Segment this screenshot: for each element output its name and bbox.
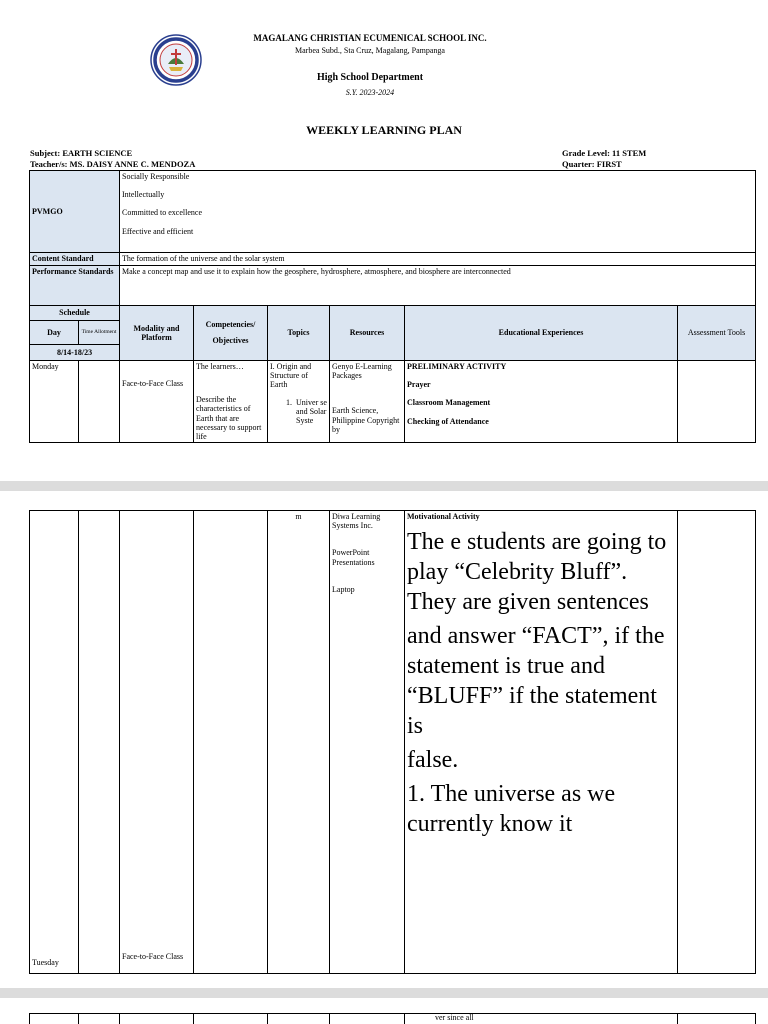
topic-item: 1. Univer se and Solar Syste bbox=[294, 398, 327, 426]
time-allotment-header: Time Allotment bbox=[79, 321, 120, 345]
content-standard-label: Content Standard bbox=[30, 253, 120, 266]
schedule-header: Schedule bbox=[30, 306, 120, 321]
document-page-3 bbox=[0, 998, 768, 1024]
tuesday-competency bbox=[194, 511, 268, 974]
tuesday-day: Tuesday bbox=[30, 511, 79, 974]
tuesday-row bbox=[30, 511, 756, 974]
weekly-plan-table-continued bbox=[29, 510, 756, 974]
resource-item: Earth Science, Philippine Copyright by bbox=[332, 406, 400, 434]
page3-cell bbox=[268, 1014, 330, 1024]
competency-intro: The learners… bbox=[196, 362, 244, 371]
activity-paragraph: and answer “FACT”, if the statement is true and “BLUFF” if the statement is bbox=[407, 623, 665, 740]
activity-heading: Motivational Activity bbox=[407, 512, 480, 521]
topic-continued: m bbox=[268, 511, 330, 974]
experiences-continued bbox=[405, 511, 678, 974]
experience-item: Prayer bbox=[407, 380, 431, 390]
monday-assessment bbox=[678, 361, 756, 443]
page3-cell bbox=[79, 1014, 120, 1024]
performance-standards-row bbox=[30, 266, 756, 306]
modality-header: Modality and Platform bbox=[120, 306, 194, 361]
assessment-continued bbox=[678, 511, 756, 974]
teacher-line: Teacher/s: MS. DAISY ANNE C. MENDOZA bbox=[30, 159, 196, 169]
quarter-line: Quarter: FIRST bbox=[562, 159, 622, 169]
competencies-header: Competencies/ Objectives bbox=[194, 306, 268, 361]
page3-cell bbox=[330, 1014, 405, 1024]
performance-standards-value: Make a concept map and use it to explain how the geosphere, hydrosphere, atmosphere, and biosphere are interconnected bbox=[120, 266, 756, 306]
resource-item: Laptop bbox=[332, 584, 355, 594]
pvmgo-values bbox=[120, 171, 756, 253]
content-standard-row bbox=[30, 253, 756, 266]
experience-item: Checking of Attendance bbox=[407, 416, 489, 426]
document-title: WEEKLY LEARNING PLAN bbox=[306, 123, 462, 137]
school-seal-logo bbox=[150, 34, 202, 86]
assessment-tools-header: Assessment Tools bbox=[678, 306, 756, 361]
school-name: MAGALANG CHRISTIAN ECUMENICAL SCHOOL INC. bbox=[253, 33, 487, 43]
pvmgo-item: Committed to excellence bbox=[122, 208, 202, 218]
content-standard-value: The formation of the universe and the solar system bbox=[120, 253, 756, 266]
subject-line: Subject: EARTH SCIENCE bbox=[30, 148, 133, 158]
grade-level-line: Grade Level: 11 STEM bbox=[562, 148, 647, 158]
monday-day: Monday bbox=[30, 361, 79, 443]
page3-fragment: ver since all bbox=[405, 1014, 678, 1024]
monday-row bbox=[30, 361, 756, 443]
tuesday-time bbox=[79, 511, 120, 974]
activity-body bbox=[407, 527, 675, 839]
date-range: 8/14-18/23 bbox=[30, 345, 120, 361]
tuesday-modality: Face-to-Face Class bbox=[120, 511, 194, 974]
page3-cell bbox=[120, 1014, 194, 1024]
resources-header: Resources bbox=[330, 306, 405, 361]
page3-cell bbox=[194, 1014, 268, 1024]
column-header-row-1 bbox=[30, 306, 756, 321]
educational-experiences-header: Educational Experiences bbox=[405, 306, 678, 361]
monday-modality: Face-to-Face Class bbox=[120, 361, 194, 443]
monday-time bbox=[79, 361, 120, 443]
resource-item: Genyo E-Learning Packages bbox=[332, 362, 392, 381]
experience-item: Classroom Management bbox=[407, 398, 491, 408]
activity-paragraph: false. bbox=[407, 747, 459, 774]
day-header: Day bbox=[30, 321, 79, 345]
activity-paragraph: The e students are going to play “Celebrity Bluff”. They are given sentences bbox=[407, 529, 667, 616]
experience-item: PRELIMINARY ACTIVITY bbox=[407, 362, 507, 371]
pvmgo-item: Effective and efficient bbox=[122, 226, 194, 236]
page3-cell bbox=[678, 1014, 756, 1024]
weekly-plan-table bbox=[29, 170, 756, 443]
topics-header: Topics bbox=[268, 306, 330, 361]
topic-list bbox=[270, 398, 327, 426]
topic-heading: I. Origin and Structure of Earth bbox=[270, 362, 312, 390]
performance-standards-label: Performance Standards bbox=[30, 266, 120, 306]
monday-experiences bbox=[405, 361, 678, 443]
weekly-plan-table-page-3 bbox=[29, 1013, 756, 1024]
resource-item: PowerPoint Presentations bbox=[332, 548, 375, 567]
page3-row bbox=[30, 1014, 756, 1024]
activity-paragraph: 1. The universe as we currently know it bbox=[407, 781, 616, 838]
school-address: Marbea Subd., Sta Cruz, Magalang, Pampanga bbox=[295, 46, 445, 55]
monday-resources bbox=[330, 361, 405, 443]
page3-cell bbox=[30, 1014, 79, 1024]
pvmgo-item: Socially Responsible bbox=[122, 172, 190, 181]
monday-topic bbox=[268, 361, 330, 443]
document-page-1 bbox=[0, 0, 768, 481]
document-page-2 bbox=[0, 491, 768, 988]
pvmgo-row bbox=[30, 171, 756, 253]
school-year: S.Y. 2023-2024 bbox=[345, 88, 395, 97]
pvmgo-label: PVMGO bbox=[30, 171, 120, 253]
competency-text: Describe the characteristics of Earth that are necessary to support life bbox=[196, 395, 262, 441]
resource-item: Diwa Learning Systems Inc. bbox=[332, 512, 381, 531]
resources-continued bbox=[330, 511, 405, 974]
monday-competency bbox=[194, 361, 268, 443]
department-name: High School Department bbox=[316, 72, 424, 83]
pvmgo-item: Intellectually bbox=[122, 190, 165, 200]
